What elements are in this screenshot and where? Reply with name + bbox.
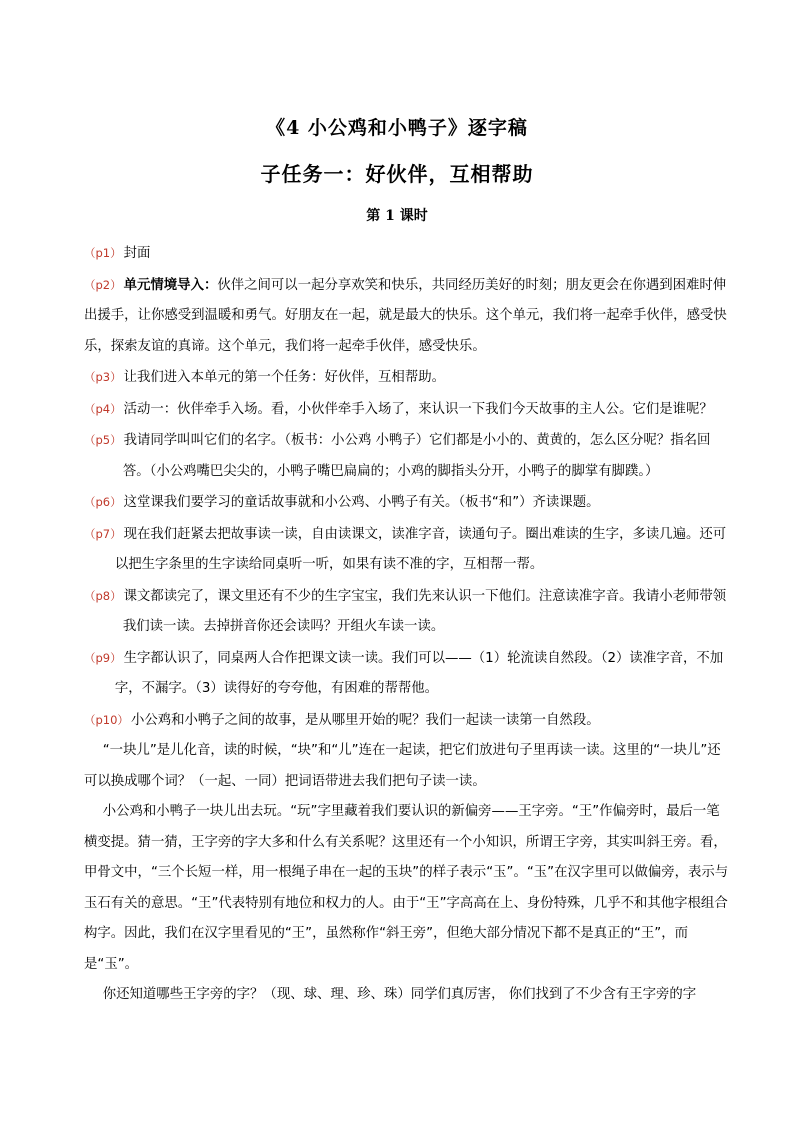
paragraph-p4 [84, 394, 732, 426]
body-paragraph-wang-examples: 你还知道哪些王字旁的字？（现、球、理、珍、珠）同学们真厉害， 你们找到了不少含有王字旁的字 [102, 987, 697, 1002]
slide-tag: （p9） [84, 650, 122, 665]
paragraph-text: 课文都读完了，课文里还有不少的生字宝宝，我们先来认识一下他们。注意读准字音。我请小老师带领我们读一读。去掉拼音你还会读吗？开组火车读一读。 [122, 588, 727, 634]
paragraph-lead: 单元情境导入： [123, 277, 218, 293]
body-paragraph-wang-radical: 小公鸡和小鸭子一块儿出去玩。“玩”字里藏着我们要认识的新偏旁——王字旁。“王”作偏旁时，最后一笔横变提。猜一猜，王字旁的字大多和什么有关系呢？这里还有一个小知识，所谓王字旁，其实叫斜王旁。看，甲骨文中，“三个长短一样，用一根绳子串在一起的玉块”的样子表示“玉”。“玉”在汉字里可以做偏旁，表示与玉石有关的意思。“王”代表特别有地位和权力的人。由于“王”字高高在上、身份特殊，几乎不和其他字根组合构字。因此，我们在汉字里看见的“王”，虽然称作“斜王旁”，但绝大部分情况下都不是真正的“王”，而是“玉”。 [84, 804, 729, 972]
paragraph-p8 [84, 581, 732, 643]
paragraph-text: 活动一：伙伴牵手入场。看，小伙伴牵手入场了，来认识一下我们今天故事的主人公。它们是谁呢？ [123, 401, 713, 417]
paragraph-p10 [84, 705, 732, 737]
slide-tag: （p5） [84, 433, 122, 447]
paragraph-p5 [84, 425, 732, 487]
slide-tag: （p8） [84, 588, 122, 603]
paragraph-text: 让我们进入本单元的第一个任务：好伙伴，互相帮助。 [123, 370, 445, 385]
slide-tag: （p7） [84, 526, 122, 541]
slide-tag: （p6） [84, 495, 122, 509]
document-title: 《4 小公鸡和小鸭子》逐字稿 [266, 117, 528, 139]
paragraph-text: 这堂课我们要学习的童话故事就和小公鸡、小鸭子有关。（板书“和”）齐读课题。 [123, 495, 600, 510]
slide-tag: （p1） [84, 246, 122, 260]
paragraph-text: 现在我们赶紧去把故事读一读，自由读课文，读准字音，读通句子。圈出难读的生字，多读几遍。还可以把生字条里的生字读给同桌听一听，如果有读不准的字，互相帮一帮。 [114, 526, 727, 572]
paragraph-text: 封面 [123, 246, 151, 261]
paragraph-text: 小公鸡和小鸭子之间的故事，是从哪里开始的呢？我们一起读一读第一自然段。 [130, 712, 600, 728]
paragraph-p2 [84, 270, 732, 363]
paragraph-p9 [84, 643, 732, 705]
paragraph-text: 伙伴之间可以一起分享欢笑和快乐，共同经历美好的时刻；朋友更会在你遇到困难时伸出援手，让你感受到温暖和勇气。好朋友在一起，就是最大的快乐。这个单元，我们将一起牵手伙伴，感受快乐，探索友谊的真谛。这个单元，我们将一起牵手伙伴，感受快乐。 [84, 277, 727, 354]
paragraph-p7 [84, 519, 732, 581]
lesson-label: 第 1 课时 [366, 208, 428, 224]
slide-tag: （p3） [84, 370, 122, 384]
slide-tag: （p4） [84, 401, 122, 416]
document-subtitle: 子任务一：好伙伴，互相帮助 [260, 162, 534, 186]
paragraph-p3 [84, 362, 732, 394]
paragraph-text: 我请同学叫叫它们的名字。（板书：小公鸡 小鸭子）它们都是小小的、黄黄的，怎么区分呢？指名回答。（小公鸡嘴巴尖尖的，小鸭子嘴巴扁扁的；小鸡的脚指头分开，小鸭子的脚掌有脚蹼。） [122, 433, 711, 479]
document-body [84, 238, 732, 1011]
slide-tag: （p2） [84, 277, 122, 292]
paragraph-p6 [84, 487, 732, 519]
body-paragraph-erhua: “一块儿”是儿化音，读的时候，“块”和“儿”连在一起读，把它们放进句子里再读一读。这里的“一块儿”还可以换成哪个词？（一起、一同）把词语带进去我们把句子读一读。 [84, 743, 721, 789]
paragraph-p1 [84, 238, 732, 270]
paragraph-text: 生字都认识了，同桌两人合作把课文读一读。我们可以——（1）轮流读自然段。（2）读准字音，不加字，不漏字。（3）读得好的夸夸他，有困难的帮帮他。 [114, 650, 724, 696]
slide-tag: （p10） [84, 712, 129, 727]
